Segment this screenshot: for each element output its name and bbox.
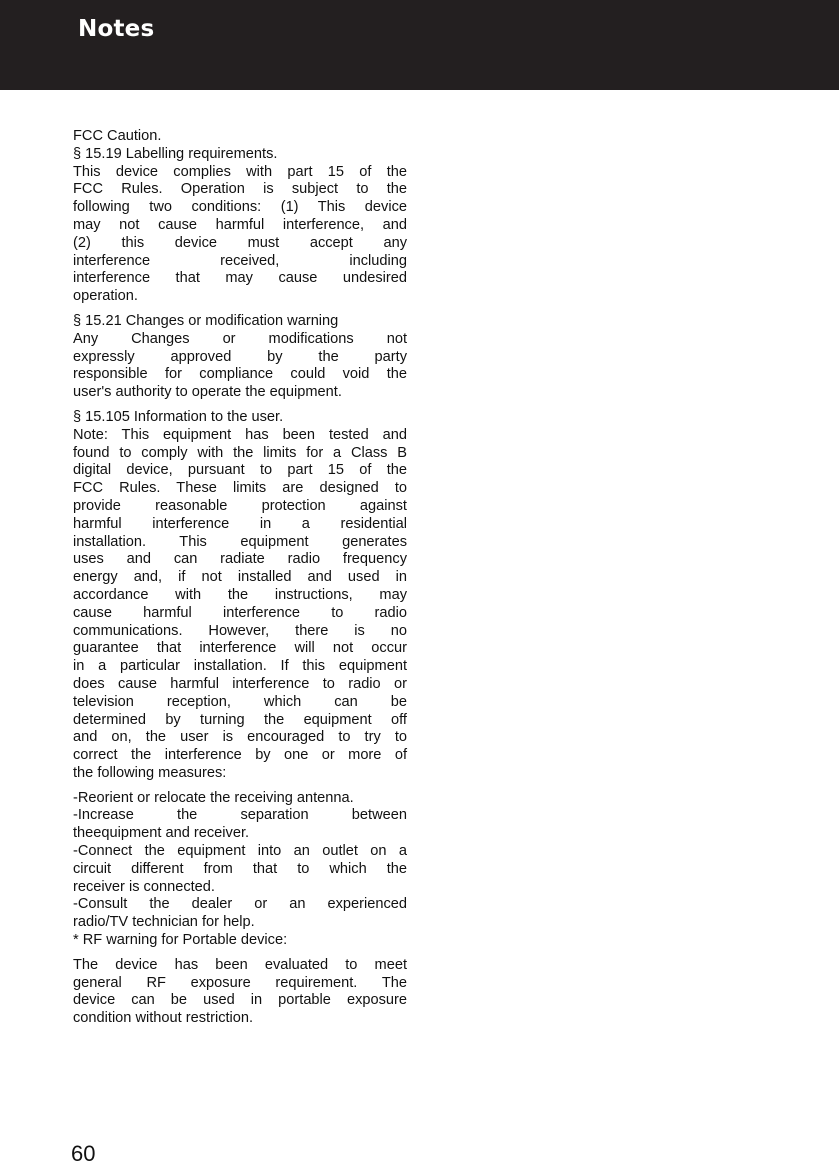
rf-statement-line: condition without restriction. — [73, 1010, 254, 1027]
section-15-105-line: found to comply with the limits for a Class B — [73, 444, 407, 461]
rf-statement-line: general RF exposure requirement. The — [73, 974, 407, 991]
section-15-105-line: accordance with the instructions, may — [73, 586, 407, 603]
measure-line: -Increase the separation between — [73, 807, 407, 824]
section-15-19-line: operation. — [73, 288, 138, 305]
section-15-105-line: guarantee that interference will not occur — [73, 640, 407, 657]
section-15-105-line: harmful interference in a residential — [73, 515, 407, 532]
measure-line: -Connect the equipment into an outlet on a — [73, 843, 407, 860]
section-15-105-line: the following measures: — [73, 764, 227, 781]
section-15-21-heading: § 15.21 Changes or modification warning — [73, 312, 339, 329]
measure-line: receiver is connected. — [73, 878, 215, 895]
section-15-105-line: in a particular installation. If this equipment — [73, 658, 407, 675]
section-15-19-line: following two conditions: (1) This device — [73, 199, 407, 216]
section-15-105-line: cause harmful interference to radio — [73, 604, 407, 621]
section-15-105-line: and on, the user is encouraged to try to — [73, 729, 407, 746]
measure-line: theequipment and receiver. — [73, 825, 250, 842]
section-15-105-line: communications. However, there is no — [73, 622, 407, 639]
section-15-105-line: energy and, if not installed and used in — [73, 569, 407, 586]
section-15-21-line: Any Changes or modifications not — [73, 330, 407, 347]
section-15-105-line: television reception, which can be — [73, 693, 407, 710]
section-15-19-line: This device complies with part 15 of the — [73, 163, 407, 180]
section-15-19-line: may not cause harmful interference, and — [73, 216, 407, 233]
section-15-19-heading: § 15.19 Labelling requirements. — [73, 145, 278, 162]
section-15-19-line: (2) this device must accept any — [73, 234, 407, 251]
section-15-19-line: interference that may cause undesired — [73, 270, 407, 287]
page-number: 60 — [71, 1141, 96, 1166]
section-15-21-line: responsible for compliance could void the — [73, 366, 407, 383]
section-15-105-line: FCC Rules. These limits are designed to — [73, 480, 407, 497]
measure-line: -Consult the dealer or an experienced — [73, 896, 407, 913]
measure-line: circuit different from that to which the — [73, 860, 407, 877]
measure-line: -Reorient or relocate the receiving antenna. — [73, 789, 354, 806]
section-15-105-line: Note: This equipment has been tested and — [73, 426, 407, 443]
fcc-notes-content — [73, 128, 407, 1028]
rf-statement-line: device can be used in portable exposure — [73, 992, 407, 1009]
fcc-caution-heading: FCC Caution. — [73, 128, 162, 144]
section-15-105-line: determined by turning the equipment off — [73, 711, 407, 728]
section-15-105-line: digital device, pursuant to part 15 of the — [73, 462, 407, 479]
header-band — [0, 0, 839, 90]
section-15-105-line: correct the interference by one or more of — [73, 747, 407, 764]
measure-line: radio/TV technician for help. — [73, 914, 255, 931]
rf-statement-line: The device has been evaluated to meet — [73, 956, 407, 973]
section-15-19-line: interference received, including — [73, 252, 407, 269]
section-15-105-heading: § 15.105 Information to the user. — [73, 408, 284, 425]
section-15-105-line: provide reasonable protection against — [73, 497, 407, 514]
section-15-19-line: FCC Rules. Operation is subject to the — [73, 181, 407, 198]
page-title: Notes — [78, 16, 155, 42]
section-15-105-line: does cause harmful interference to radio or — [73, 675, 407, 692]
rf-warning-heading: * RF warning for Portable device: — [73, 932, 288, 949]
section-15-105-line: installation. This equipment generates — [73, 533, 407, 550]
section-15-105-line: uses and can radiate radio frequency — [73, 551, 407, 568]
section-15-21-line: user's authority to operate the equipment. — [73, 384, 342, 401]
section-15-21-line: expressly approved by the party — [73, 348, 407, 365]
